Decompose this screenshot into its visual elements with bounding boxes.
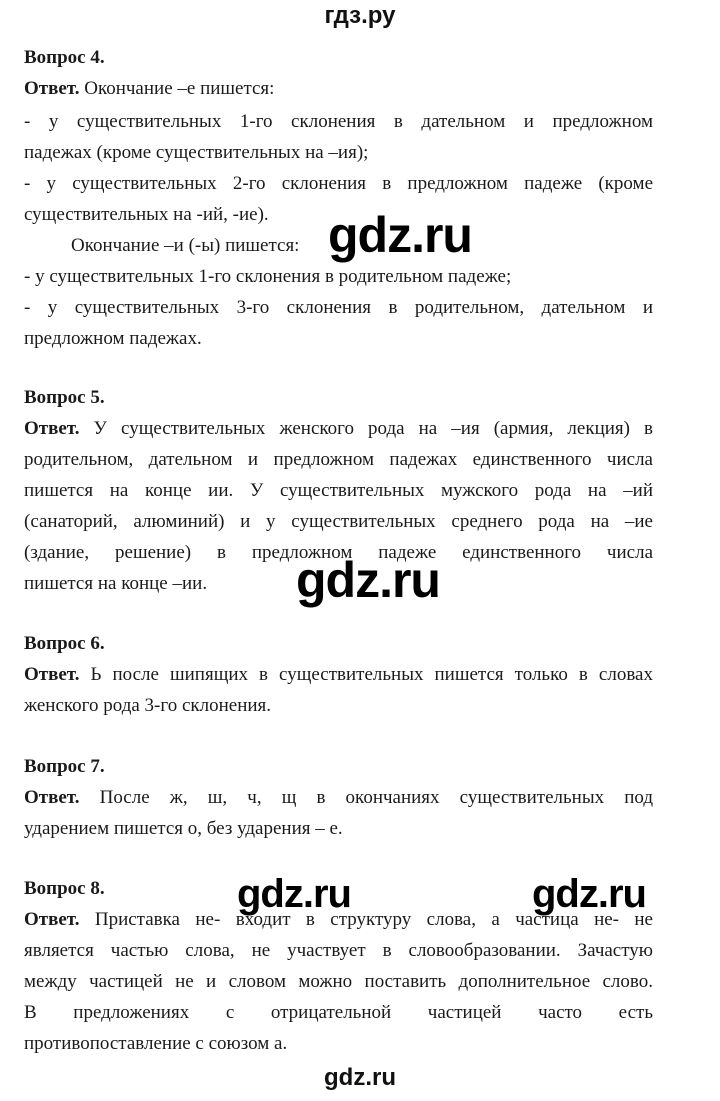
answer-line: женского рода 3-го склонения. bbox=[24, 695, 272, 716]
question-title: Вопрос 5. bbox=[24, 387, 105, 408]
answer-line: - у существительных 1-го склонения в дательном и предложном bbox=[24, 111, 653, 132]
answer-line: пишется на конце ии. У существительных мужского рода на –ий bbox=[24, 480, 653, 501]
answer-line: Ответ. После ж, ш, ч, щ в окончаниях существительных под bbox=[24, 787, 653, 808]
answer-line: - у существительных 1-го склонения в родительном падеже; bbox=[24, 266, 512, 287]
watermark-logo: gdz.ru bbox=[328, 207, 472, 263]
answer-line: пишется на конце –ии. bbox=[24, 573, 208, 594]
watermark-logo: gdz.ru bbox=[532, 872, 646, 916]
site-footer-watermark: gdz.ru bbox=[324, 1064, 396, 1091]
watermark-logo: gdz.ru bbox=[237, 872, 351, 916]
question-6 bbox=[24, 628, 653, 721]
answer-line: Окончание –и (-ы) пишется: bbox=[71, 235, 300, 256]
answer-line: противопоставление с союзом а. bbox=[24, 1033, 288, 1054]
answer-line: предложном падежах. bbox=[24, 328, 202, 349]
watermark-logo: gdz.ru bbox=[296, 552, 440, 608]
question-title: Вопрос 6. bbox=[24, 633, 105, 654]
answer-line: между частицей не и словом можно поставить дополнительное слово. bbox=[24, 971, 653, 992]
question-7 bbox=[24, 751, 653, 844]
question-title: Вопрос 4. bbox=[24, 47, 105, 68]
answer-label: Ответ. bbox=[24, 78, 80, 99]
question-title: Вопрос 7. bbox=[24, 756, 105, 777]
answer-line: существительных на -ий, -ие). bbox=[24, 204, 269, 225]
question-title: Вопрос 8. bbox=[24, 878, 105, 899]
answer-line: ударением пишется о, без ударения – е. bbox=[24, 818, 343, 839]
answer-label: Ответ. bbox=[24, 787, 80, 808]
answer-label: Ответ. bbox=[24, 664, 80, 685]
answer-label: Ответ. bbox=[24, 909, 80, 930]
answer-line: В предложениях с отрицательной частицей часто есть bbox=[24, 1002, 653, 1023]
answer-line: - у существительных 3-го склонения в родительном, дательном и bbox=[24, 297, 653, 318]
answer-line: (санаторий, алюминий) и у существительных среднего рода на –ие bbox=[24, 511, 653, 532]
answer-label: Ответ. bbox=[24, 418, 80, 439]
site-header-title: гдз.ру bbox=[324, 2, 396, 29]
answer-line: (здание, решение) в предложном падеже единственного числа bbox=[24, 542, 653, 563]
answer-line: Ответ. У существительных женского рода на –ия (армия, лекция) в bbox=[24, 418, 653, 439]
answer-line: падежах (кроме существительных на –ия); bbox=[24, 142, 369, 163]
answer-line: является частью слова, не участвует в словообразовании. Зачастую bbox=[24, 940, 653, 961]
answer-line: Ответ. Приставка не- входит в структуру слова, а частица не- не bbox=[24, 909, 653, 930]
answer-line: Ответ. Ь после шипящих в существительных пишется только в словах bbox=[24, 664, 653, 685]
answer-line: родительном, дательном и предложном падежах единственного числа bbox=[24, 449, 653, 470]
answer-line: Ответ. Окончание –е пишется: bbox=[24, 78, 275, 99]
question-4 bbox=[24, 42, 653, 354]
answer-line: - у существительных 2-го склонения в предложном падеже (кроме bbox=[24, 173, 653, 194]
